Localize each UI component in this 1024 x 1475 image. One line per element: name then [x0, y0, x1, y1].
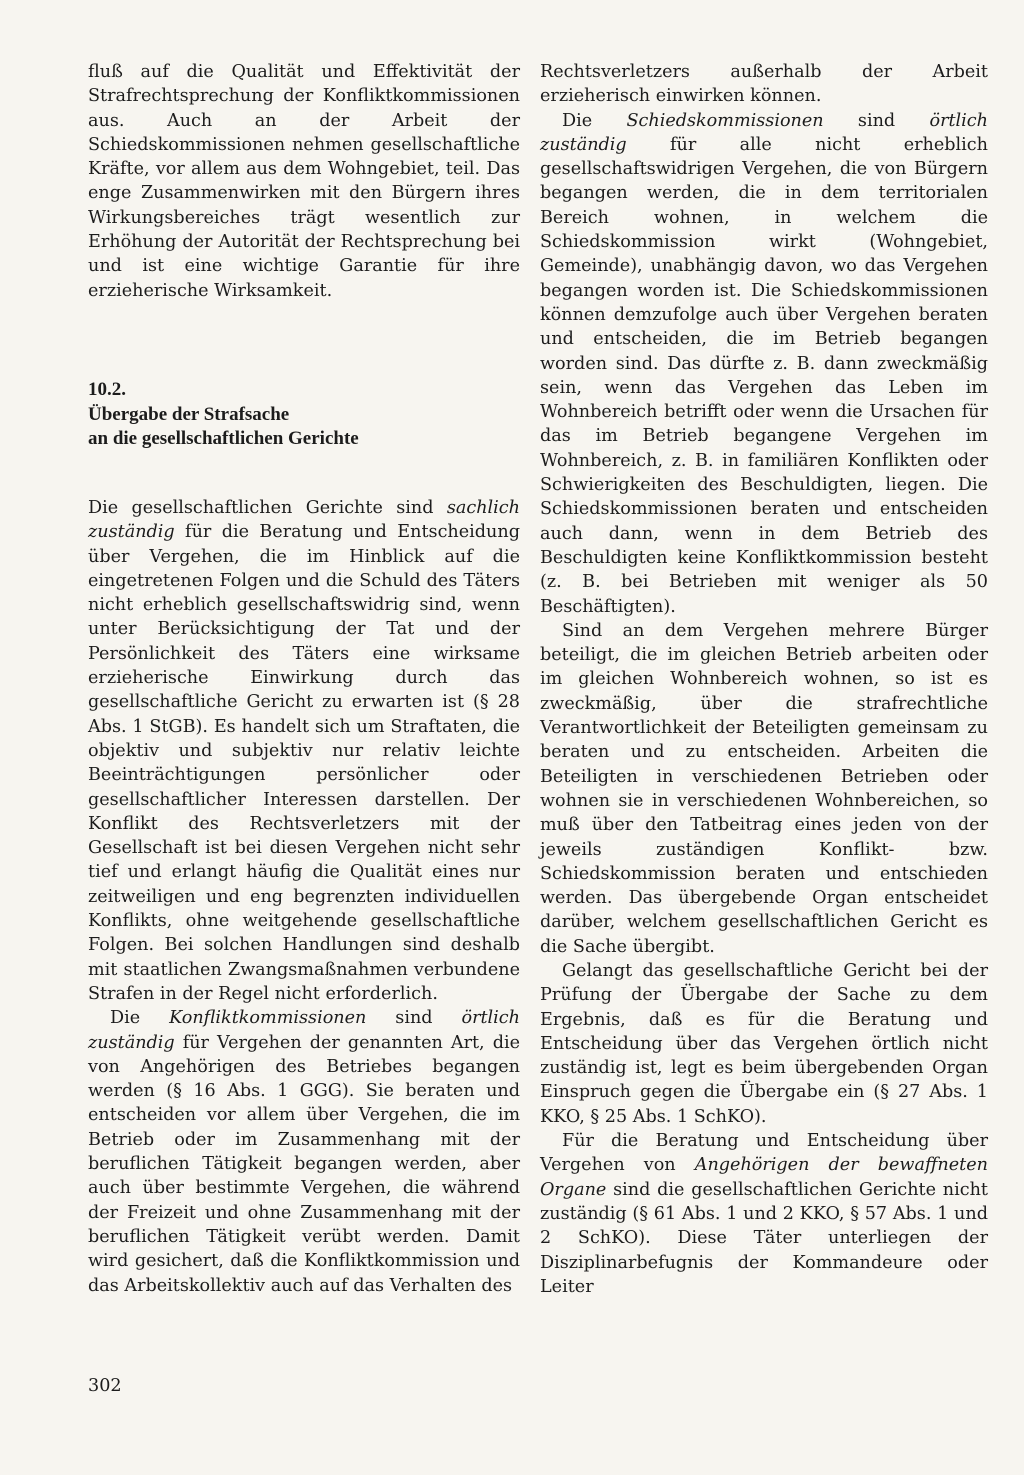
right-column: [540, 60, 988, 1299]
paragraph: [88, 1006, 520, 1298]
text-run: für alle nicht erheblich gesellschaftswidrigen Vergehen, die von Bürgern begangen werden, die in dem territorialen Bereich wohnen, in welchem die Schiedskommission wirkt (Wohngebiet, Gemeinde), unabhängig davon, wo das Vergehen begangen worden ist. Die Schiedskommissionen können demzufolge auch über Vergehen beraten und entscheiden, die im Betrieb begangen worden sind. Das dürfte z. B. dann zweckmäßig sein, wenn das Vergehen das Leben im Wohnbereich betrifft oder wenn die Ursachen für das im Betrieb begangene Vergehen im Wohnbereich, z. B. in familiären Konflikten oder Schwierigkeiten des Beschuldigten, liegen. Die Schiedskommissionen beraten und entscheiden auch dann, wenn in dem Betrieb des Beschuldigten keine Konfliktkommission besteht (z. B. bei Betrieben mit weniger als 50 Beschäftigten).: [540, 134, 988, 617]
section-title-line-1: Übergabe der Strafsache: [88, 403, 290, 425]
paragraph: fluß auf die Qualität und Effektivität der Strafrechtsprechung der Konfliktkommissionen aus. Auch an der Arbeit der Schiedskommissionen nehmen gesellschaftliche Kräfte, vor allem aus dem Wohngebiet, teil. Das enge Zusammenwirken mit den Bürgern ihres Wirkungsbereiches trägt wesentlich zur Erhöhung der Autorität der Rechtsprechung bei und ist eine wichtige Garantie für ihre erzieherische Wirksamkeit.: [88, 62, 520, 301]
section-title-line-2: an die gesellschaftlichen Gerichte: [88, 428, 359, 449]
text-run: sind: [823, 110, 930, 131]
left-column-body: [88, 496, 520, 1298]
emphasis: örtlich zuständig: [88, 1008, 520, 1053]
text-run: sind: [366, 1008, 462, 1029]
text-run: Die gesellschaftlichen Gerichte sind: [88, 498, 447, 518]
text-run: Die: [110, 1008, 170, 1029]
paragraph: [540, 1129, 988, 1299]
paragraph: Gelangt das gesellschaftliche Gericht bei der Prüfung der Übergabe der Sache zu dem Ergebnis, daß es für die Beratung und Entscheidung über das Vergehen örtlich nicht zuständig ist, legt es beim übergebenden Organ Einspruch gegen die Übergabe ein (§ 27 Abs. 1 KKO, § 25 Abs. 1 SchKO).: [540, 960, 988, 1127]
paragraph: [88, 496, 520, 1006]
emphasis: sachlich zuständig: [88, 498, 520, 543]
text-run: Die: [562, 110, 627, 131]
paragraph: Rechtsverletzers außerhalb der Arbeit erzieherisch einwirken können.: [540, 62, 988, 107]
text-run: sind die gesellschaftlichen Gerichte nicht zuständig (§ 61 Abs. 1 und 2 KKO, § 57 Abs. 1 und 2 SchKO). Diese Täter unterliegen der Disziplinarbefugnis der Kommandeure oder Leiter: [540, 1179, 988, 1297]
section-number: 10.2.: [88, 379, 126, 400]
text-run: für die Beratung und Entscheidung über Vergehen, die im Hinblick auf die eingetretenen Folgen und die Schuld des Täters nicht erheblich gesellschaftswidrig sind, wenn unter Berücksichtigung der Tat und der Persönlichkeit des Täters eine wirksame erzieherische Einwirkung durch das gesellschaftliche Gericht zu erwarten ist (§ 28 Abs. 1 StGB). Es handelt sich um Straftaten, die objektiv und subjektiv nur relativ leichte Beeinträchtigungen persönlicher oder gesellschaftlicher Interessen darstellen. Der Konflikt des Rechtsverletzers mit der Gesellschaft ist bei diesen Vergehen nicht sehr tief und erlangt häufig die Qualität eines nur zeitweiligen und eng begrenzten individuellen Konflikts, ohne weitgehende gesellschaftliche Folgen. Bei solchen Handlungen sind deshalb mit staatlichen Zwangsmaßnahmen verbundene Strafen in der Regel nicht erforderlich.: [88, 522, 520, 1004]
paragraph: Sind an dem Vergehen mehrere Bürger beteiligt, die im gleichen Betrieb arbeiten oder im gleichen Wohnbereich wohnen, so ist es zweckmäßig, über die strafrechtliche Verantwortlichkeit der Beteiligten gemeinsam zu beraten und zu entscheiden. Arbeiten die Beteiligten in verschiedenen Betrieben oder wohnen sie in verschiedenen Wohnbereichen, so muß über den Tatbeitrag eines jeden von der jeweils zuständigen Konflikt- bzw. Schiedskommission beraten und entschieden werden. Das übergebende Organ entscheidet darüber, welchem gesellschaftlichen Gericht es die Sache übergibt.: [540, 620, 988, 957]
emphasis: Schiedskommissionen: [626, 110, 824, 131]
emphasis: örtlich zuständig: [540, 110, 988, 155]
text-run: für Vergehen der genannten Art, die von Angehörigen des Betriebes begangen werden (§ 16 Abs. 1 GGG). Sie beraten und entscheiden vor allem über Vergehen, die im Betrieb oder im Zusammenhang mit der beruflichen Tätigkeit begangen werden, aber auch über bestimmte Vergehen, die während der Freizeit und ohne Zusammenhang mit der beruflichen Tätigkeit verübt werden. Damit wird gesichert, daß die Konfliktkommission und das Arbeitskollektiv auch auf das Verhalten des: [88, 1032, 520, 1296]
left-column-top: [88, 60, 520, 303]
emphasis: Angehörigen der bewaffneten Organe: [540, 1155, 988, 1200]
page-number: 302: [88, 1376, 122, 1396]
paragraph: [540, 109, 988, 619]
emphasis: Konfliktkommissionen: [169, 1008, 367, 1029]
text-run: Für die Beratung und Entscheidung über Vergehen von: [540, 1131, 988, 1176]
section-heading: [88, 378, 520, 452]
